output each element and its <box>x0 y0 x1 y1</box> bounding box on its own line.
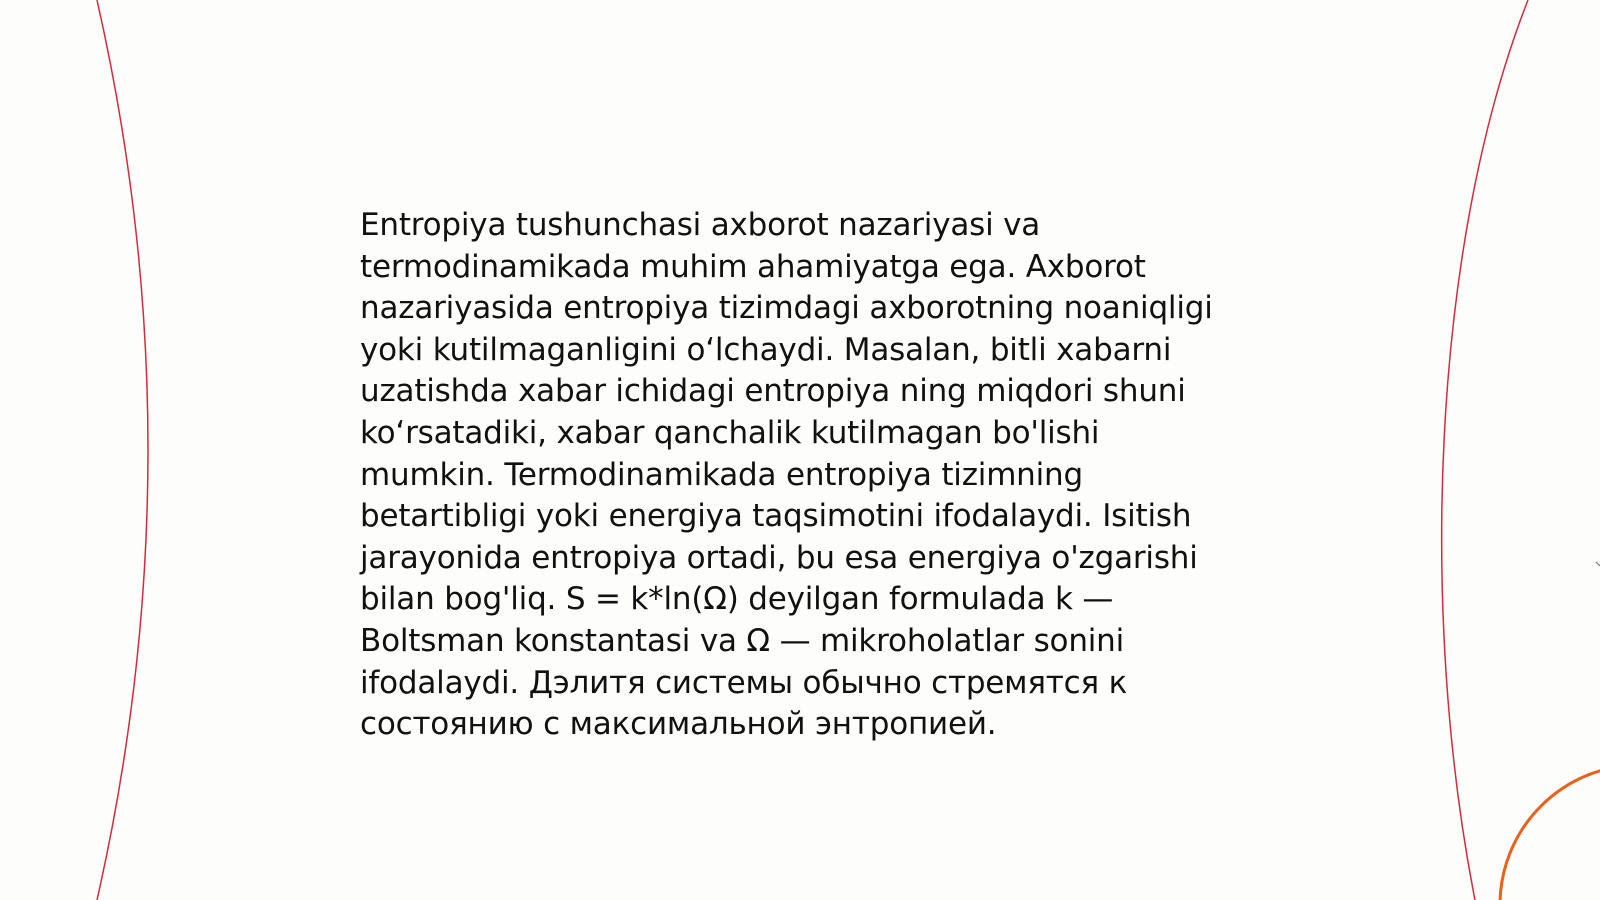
right-curve-decoration <box>1442 0 1528 900</box>
orange-circle-decoration <box>1500 765 1600 900</box>
body-paragraph: Entropiya tushunchasi axborot nazariyasi va termodinamikada muhim ahamiyatga ega. Axborot nazariyasida entropiya tizimdagi axborotning noaniqligi yoki kutilmaganligini oʻlchaydi. Masalan, bitli xabarni uzatishda xabar ichidagi entropiya ning miqdori shuni koʻrsatadiki, xabar qanchalik kutilmagan bo'lishi mumkin. Termodinamikada entropiya tizimning betartibligi yoki energiya taqsimotini ifodalaydi. Isitish jarayonida entropiya ortadi, bu esa energiya o'zgarishi bilan bog'liq. S = k*ln(Ω) deyilgan formulada k — Boltsman konstantasi va Ω — mikroholatlar sonini ifodalaydi. Дэлитя системы обычно стремятся к состоянию с максимальной энтропией. <box>360 207 1213 743</box>
small-tick-decoration <box>1596 562 1600 566</box>
left-curve-decoration <box>97 0 148 900</box>
